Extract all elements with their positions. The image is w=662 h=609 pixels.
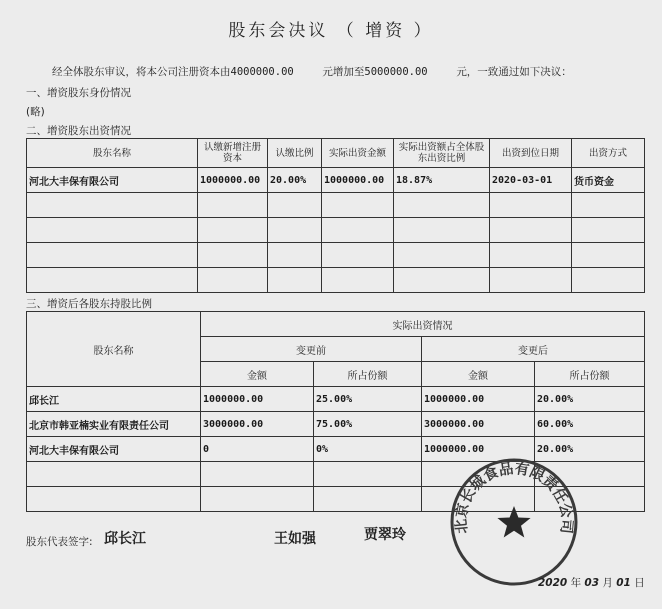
table-header-row — [27, 312, 645, 337]
table-header-row — [27, 139, 645, 168]
header-share-after: 所占份额 — [535, 362, 645, 387]
date-month-unit: 月 — [602, 577, 613, 589]
header-before-change: 变更前 — [201, 337, 422, 362]
section-1-heading: 一、增资股东身份情况 — [26, 87, 131, 99]
cell-paid-date: 2020-03-01 — [490, 168, 572, 193]
cell-subscribed-capital: 1000000.00 — [198, 168, 268, 193]
date-day: 01 — [616, 577, 631, 589]
cell-share-before: 0% — [314, 437, 422, 462]
header-shareholder-name: 股东名称 — [27, 139, 198, 168]
seal-text: 北京长城食品有限责任公司 — [452, 460, 576, 535]
header-paid-ratio: 实际出资额占全体股东出资比例 — [394, 139, 490, 168]
cell-amount-before: 0 — [201, 437, 314, 462]
cell-shareholder-name: 河北大丰保有限公司 — [27, 437, 201, 462]
table-row — [27, 412, 645, 437]
intro-new-capital: 5000000.00 — [364, 66, 428, 78]
company-seal-icon — [448, 456, 580, 588]
header-amount-after: 金额 — [422, 362, 535, 387]
header-paid-method: 出资方式 — [572, 139, 645, 168]
table-row-empty — [27, 193, 645, 218]
header-subscribed-capital: 认缴新增注册资本 — [198, 139, 268, 168]
cell-shareholder-name: 河北大丰保有限公司 — [27, 168, 198, 193]
date-day-unit: 日 — [634, 577, 645, 589]
intro-text-b: 元增加至 — [322, 66, 365, 78]
cell-paid-ratio: 18.87% — [394, 168, 490, 193]
intro-text-c: 元，一致通过如下决议： — [456, 66, 572, 78]
cell-amount-before: 1000000.00 — [201, 387, 314, 412]
header-paid-amount: 实际出资金额 — [322, 139, 394, 168]
header-after-change: 变更后 — [422, 337, 645, 362]
cell-amount-after: 3000000.00 — [422, 412, 535, 437]
page-title: 股东会决议 （ 增资 ） — [228, 21, 434, 41]
section-2-heading: 二、增资股东出资情况 — [26, 125, 131, 137]
section-3-heading: 三、增资后各股东持股比例 — [26, 298, 152, 310]
table-row — [27, 387, 645, 412]
cell-share-after: 60.00% — [535, 412, 645, 437]
table-row-empty — [27, 268, 645, 293]
signature-name-3: 贾翠玲 — [364, 527, 406, 543]
header-share-before: 所占份额 — [314, 362, 422, 387]
cell-shareholder-name: 北京市韩亚楠实业有限责任公司 — [27, 412, 201, 437]
cell-paid-amount: 1000000.00 — [322, 168, 394, 193]
cell-share-after: 20.00% — [535, 437, 645, 462]
intro-text-a: 经全体股东审议，将本公司注册资本由 — [52, 66, 231, 78]
table-row — [27, 168, 645, 193]
date-year-unit: 年 — [570, 577, 582, 589]
document-date — [538, 575, 645, 590]
cell-amount-after: 1000000.00 — [422, 437, 535, 462]
cell-paid-method: 货币资金 — [572, 168, 645, 193]
capital-contribution-table — [26, 138, 645, 293]
header-amount-before: 金额 — [201, 362, 314, 387]
table-row-empty — [27, 218, 645, 243]
intro-old-capital: 4000000.00 — [230, 66, 294, 78]
cell-share-before: 75.00% — [314, 412, 422, 437]
table-row-empty — [27, 243, 645, 268]
header-paid-date: 出资到位日期 — [490, 139, 572, 168]
cell-shareholder-name: 邱长江 — [27, 387, 201, 412]
cell-share-after: 20.00% — [535, 387, 645, 412]
signature-name-2: 王如强 — [274, 531, 316, 547]
header-actual-contribution: 实际出资情况 — [201, 312, 645, 337]
intro-line — [52, 64, 572, 79]
cell-share-before: 25.00% — [314, 387, 422, 412]
header-shareholder-name: 股东名称 — [27, 312, 201, 387]
signature-label: 股东代表签字: — [26, 536, 93, 548]
date-month: 03 — [584, 577, 600, 589]
cell-amount-before: 3000000.00 — [201, 412, 314, 437]
header-subscribed-ratio: 认缴比例 — [268, 139, 322, 168]
signature-name-1: 邱长江 — [104, 531, 146, 547]
cell-amount-after: 1000000.00 — [422, 387, 535, 412]
date-year: 2020 — [538, 577, 568, 589]
cell-subscribed-ratio: 20.00% — [268, 168, 322, 193]
section-1-note: (略) — [26, 106, 45, 118]
